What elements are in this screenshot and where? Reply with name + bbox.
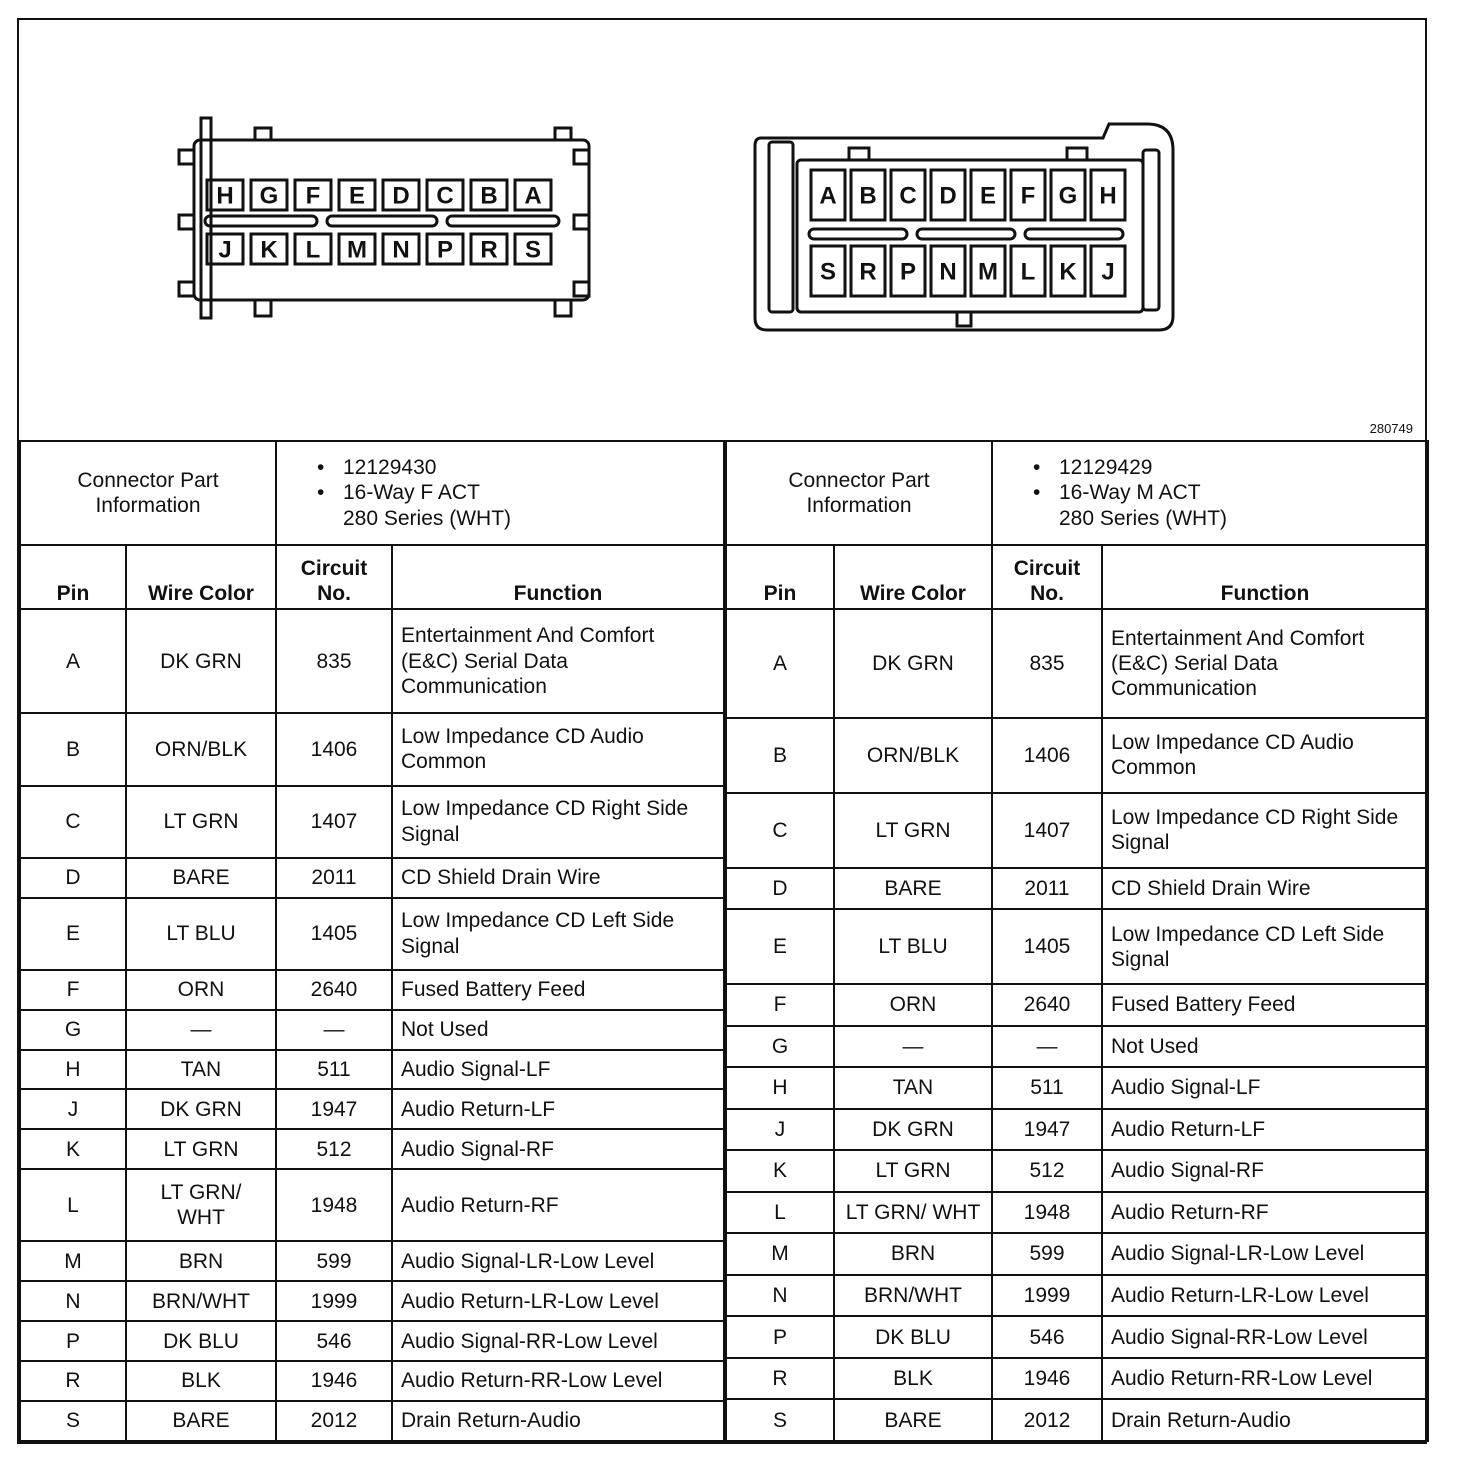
pin-row xyxy=(20,970,724,1010)
pin-cell: S xyxy=(20,1401,126,1441)
wire-color-cell: DK GRN xyxy=(126,609,276,713)
pin-cell: D xyxy=(20,858,126,898)
wire-color-cell: DK GRN xyxy=(834,1109,992,1151)
wire-color-cell: LT GRN/ WHT xyxy=(126,1169,276,1241)
wire-color-cell: ORN xyxy=(834,984,992,1026)
wire-color-cell: LT BLU xyxy=(834,909,992,984)
pin-row xyxy=(726,793,1428,868)
right-pinout-table xyxy=(725,440,1429,1442)
connector-type: • 16-Way M ACT xyxy=(1033,480,1419,505)
wire-color-cell: ORN/BLK xyxy=(834,718,992,793)
function-cell: Audio Return-LR-Low Level xyxy=(392,1281,724,1321)
pin-row xyxy=(20,1361,724,1401)
pin-row xyxy=(20,1129,724,1169)
wire-color-cell: BRN/WHT xyxy=(834,1275,992,1317)
pin-label: N xyxy=(939,258,957,286)
function-cell: Audio Signal-RF xyxy=(392,1129,724,1169)
pin-row xyxy=(726,1275,1428,1317)
connector-type: • 16-Way F ACT xyxy=(317,480,715,505)
circuit-no-cell: 1947 xyxy=(276,1089,392,1129)
pin-cell: L xyxy=(726,1192,834,1234)
connector-info-row xyxy=(726,441,1428,545)
circuit-no-cell: 2640 xyxy=(276,970,392,1010)
connector-figure xyxy=(19,20,1425,440)
pin-row xyxy=(20,1281,724,1321)
column-header-row xyxy=(20,545,724,609)
function-cell: Audio Return-RF xyxy=(392,1169,724,1241)
pin-cell: F xyxy=(20,970,126,1010)
pin-label: K xyxy=(1059,258,1077,286)
function-cell: Audio Signal-LF xyxy=(1102,1067,1428,1109)
pin-label: H xyxy=(216,182,234,210)
function-cell: Audio Signal-RR-Low Level xyxy=(1102,1316,1428,1358)
pin-cell: K xyxy=(20,1129,126,1169)
wire-color-cell: BARE xyxy=(834,868,992,910)
pin-label: J xyxy=(1101,258,1115,286)
pin-header: Pin xyxy=(20,545,126,609)
pin-row xyxy=(726,1150,1428,1192)
pin-cell: R xyxy=(726,1358,834,1400)
pin-label: P xyxy=(436,236,454,264)
circuit-no-cell: 599 xyxy=(992,1233,1102,1275)
connector-info-label: Connector Part Information xyxy=(726,441,992,545)
function-cell: Low Impedance CD Right Side Signal xyxy=(1102,793,1428,868)
wire-color-cell: LT GRN xyxy=(834,793,992,868)
function-cell: Low Impedance CD Audio Common xyxy=(1102,718,1428,793)
pin-row xyxy=(726,909,1428,984)
pin-row xyxy=(20,1169,724,1241)
pin-cell: E xyxy=(20,898,126,970)
wire-color-cell: LT GRN xyxy=(126,1129,276,1169)
column-header-row xyxy=(726,545,1428,609)
pin-cell: P xyxy=(726,1316,834,1358)
pin-label: S xyxy=(524,236,542,264)
wire-color-cell: DK BLU xyxy=(834,1316,992,1358)
pin-label: A xyxy=(524,182,542,210)
circuit-no-cell: 1406 xyxy=(992,718,1102,793)
function-cell: Entertainment And Comfort (E&C) Serial Data Communication xyxy=(1102,609,1428,718)
pin-row xyxy=(726,868,1428,910)
function-cell: Audio Return-RR-Low Level xyxy=(392,1361,724,1401)
pin-row xyxy=(20,609,724,713)
function-cell: Audio Signal-RF xyxy=(1102,1150,1428,1192)
pin-label: A xyxy=(819,182,837,210)
circuit-no-cell: — xyxy=(276,1010,392,1050)
pin-label: R xyxy=(859,258,877,286)
function-cell: Low Impedance CD Right Side Signal xyxy=(392,786,724,858)
pin-row xyxy=(726,1109,1428,1151)
pin-cell: N xyxy=(726,1275,834,1317)
function-cell: Audio Signal-LF xyxy=(392,1050,724,1090)
function-cell: Audio Signal-RR-Low Level xyxy=(392,1321,724,1361)
wire-color-cell: BARE xyxy=(834,1399,992,1441)
pin-cell: H xyxy=(726,1067,834,1109)
pin-row xyxy=(20,1241,724,1281)
wire-color-cell: TAN xyxy=(126,1050,276,1090)
circuit-no-cell: 1406 xyxy=(276,713,392,785)
connector-series: 280 Series (WHT) xyxy=(343,506,512,530)
circuit-no-cell: 2012 xyxy=(276,1401,392,1441)
pin-cell: G xyxy=(20,1010,126,1050)
circuit-no-header: Circuit No. xyxy=(992,545,1102,609)
circuit-no-cell: 835 xyxy=(992,609,1102,718)
pin-row xyxy=(726,1233,1428,1275)
circuit-no-cell: 1947 xyxy=(992,1109,1102,1151)
circuit-no-cell: 1946 xyxy=(992,1358,1102,1400)
circuit-no-cell: 1407 xyxy=(276,786,392,858)
circuit-no-cell: 1946 xyxy=(276,1361,392,1401)
wire-color-cell: DK GRN xyxy=(126,1089,276,1129)
left-connector-drawing xyxy=(179,118,589,318)
pin-cell: C xyxy=(20,786,126,858)
circuit-no-cell: 2012 xyxy=(992,1399,1102,1441)
wire-color-cell: BLK xyxy=(126,1361,276,1401)
function-cell: Drain Return-Audio xyxy=(392,1401,724,1441)
pin-label: F xyxy=(1020,182,1036,210)
pin-row xyxy=(20,1050,724,1090)
pin-label: L xyxy=(1020,258,1036,286)
pin-row xyxy=(20,1010,724,1050)
function-cell: Audio Return-LF xyxy=(392,1089,724,1129)
pin-cell: B xyxy=(20,713,126,785)
connector-info-row xyxy=(20,441,724,545)
pin-label: K xyxy=(260,236,278,264)
pin-label: M xyxy=(978,258,998,286)
function-header: Function xyxy=(392,545,724,609)
part-number: • 12129429 xyxy=(1033,455,1419,480)
pin-label: N xyxy=(392,236,410,264)
pin-row xyxy=(20,858,724,898)
pin-label: M xyxy=(347,236,367,264)
circuit-no-cell: 599 xyxy=(276,1241,392,1281)
pinout-tables xyxy=(19,440,1425,1442)
circuit-no-cell: 1999 xyxy=(992,1275,1102,1317)
connector-series: 280 Series (WHT) xyxy=(1059,506,1228,530)
pin-cell: G xyxy=(726,1026,834,1068)
pin-row xyxy=(20,1321,724,1361)
wire-color-cell: DK GRN xyxy=(834,609,992,718)
pin-row xyxy=(726,1192,1428,1234)
wire-color-header: Wire Color xyxy=(126,545,276,609)
circuit-no-cell: 1405 xyxy=(992,909,1102,984)
circuit-no-cell: 1405 xyxy=(276,898,392,970)
pin-label: D xyxy=(939,182,957,210)
pin-label: E xyxy=(348,182,366,210)
wire-color-cell: DK BLU xyxy=(126,1321,276,1361)
circuit-no-cell: 2011 xyxy=(276,858,392,898)
pin-row xyxy=(726,1358,1428,1400)
pin-row xyxy=(20,1089,724,1129)
pin-label: G xyxy=(259,182,279,210)
connector-info-values xyxy=(276,441,724,545)
pin-label: S xyxy=(819,258,837,286)
circuit-no-cell: 1407 xyxy=(992,793,1102,868)
circuit-no-cell: 2640 xyxy=(992,984,1102,1026)
pin-cell: J xyxy=(20,1089,126,1129)
function-cell: Not Used xyxy=(392,1010,724,1050)
pin-row xyxy=(726,1026,1428,1068)
pin-row xyxy=(726,1399,1428,1441)
pin-label: E xyxy=(979,182,997,210)
wire-color-cell: BLK xyxy=(834,1358,992,1400)
pin-cell: D xyxy=(726,868,834,910)
function-cell: Audio Return-RR-Low Level xyxy=(1102,1358,1428,1400)
function-cell: Audio Signal-LR-Low Level xyxy=(1102,1233,1428,1275)
pin-label: C xyxy=(899,182,917,210)
function-cell: Audio Return-LF xyxy=(1102,1109,1428,1151)
connector-info-values xyxy=(992,441,1428,545)
pin-label: F xyxy=(305,182,321,210)
pin-cell: M xyxy=(20,1241,126,1281)
pin-cell: A xyxy=(726,609,834,718)
wire-color-header: Wire Color xyxy=(834,545,992,609)
function-cell: Audio Return-RF xyxy=(1102,1192,1428,1234)
pin-row xyxy=(726,1067,1428,1109)
wire-color-cell: TAN xyxy=(834,1067,992,1109)
pin-cell: K xyxy=(726,1150,834,1192)
wire-color-cell: BARE xyxy=(126,858,276,898)
part-number: • 12129430 xyxy=(317,455,715,480)
connector-info-label: Connector Part Information xyxy=(20,441,276,545)
pin-row xyxy=(20,1401,724,1441)
circuit-no-cell: 546 xyxy=(992,1316,1102,1358)
function-cell: Audio Return-LR-Low Level xyxy=(1102,1275,1428,1317)
pin-label: J xyxy=(218,236,232,264)
function-header: Function xyxy=(1102,545,1428,609)
wire-color-cell: LT GRN xyxy=(834,1150,992,1192)
pin-cell: E xyxy=(726,909,834,984)
pin-cell: S xyxy=(726,1399,834,1441)
circuit-no-cell: 1999 xyxy=(276,1281,392,1321)
pin-row xyxy=(726,984,1428,1026)
pin-label: H xyxy=(1099,182,1117,210)
pin-cell: C xyxy=(726,793,834,868)
function-cell: Fused Battery Feed xyxy=(1102,984,1428,1026)
wire-color-cell: ORN/BLK xyxy=(126,713,276,785)
pin-row xyxy=(726,718,1428,793)
circuit-no-cell: 835 xyxy=(276,609,392,713)
circuit-no-cell: 512 xyxy=(992,1150,1102,1192)
pin-label: G xyxy=(1058,182,1078,210)
pin-cell: L xyxy=(20,1169,126,1241)
circuit-no-cell: — xyxy=(992,1026,1102,1068)
function-cell: CD Shield Drain Wire xyxy=(1102,868,1428,910)
pin-row xyxy=(726,609,1428,718)
connector-diagram xyxy=(19,20,1425,440)
pin-label: L xyxy=(305,236,321,264)
pin-cell: N xyxy=(20,1281,126,1321)
function-cell: Entertainment And Comfort (E&C) Serial Data Communication xyxy=(392,609,724,713)
pin-label: R xyxy=(480,236,498,264)
pin-cell: H xyxy=(20,1050,126,1090)
right-connector-drawing xyxy=(755,124,1173,330)
function-cell: CD Shield Drain Wire xyxy=(392,858,724,898)
wire-color-cell: BRN/WHT xyxy=(126,1281,276,1321)
function-cell: Fused Battery Feed xyxy=(392,970,724,1010)
function-cell: Low Impedance CD Left Side Signal xyxy=(1102,909,1428,984)
wire-color-cell: ORN xyxy=(126,970,276,1010)
circuit-no-cell: 512 xyxy=(276,1129,392,1169)
pin-cell: A xyxy=(20,609,126,713)
circuit-no-cell: 546 xyxy=(276,1321,392,1361)
pin-cell: F xyxy=(726,984,834,1026)
function-cell: Drain Return-Audio xyxy=(1102,1399,1428,1441)
pin-row xyxy=(20,786,724,858)
pin-cell: M xyxy=(726,1233,834,1275)
circuit-no-header: Circuit No. xyxy=(276,545,392,609)
wire-color-cell: — xyxy=(126,1010,276,1050)
pin-cell: P xyxy=(20,1321,126,1361)
function-cell: Not Used xyxy=(1102,1026,1428,1068)
document-frame xyxy=(17,18,1427,1444)
wire-color-cell: BRN xyxy=(834,1233,992,1275)
pin-cell: B xyxy=(726,718,834,793)
pin-label: D xyxy=(392,182,410,210)
function-cell: Audio Signal-LR-Low Level xyxy=(392,1241,724,1281)
wire-color-cell: LT BLU xyxy=(126,898,276,970)
wire-color-cell: BRN xyxy=(126,1241,276,1281)
pin-label: B xyxy=(859,182,877,210)
wire-color-cell: LT GRN xyxy=(126,786,276,858)
left-pinout-table xyxy=(19,440,725,1442)
pin-row xyxy=(726,1316,1428,1358)
wire-color-cell: — xyxy=(834,1026,992,1068)
circuit-no-cell: 511 xyxy=(992,1067,1102,1109)
circuit-no-cell: 511 xyxy=(276,1050,392,1090)
pin-row xyxy=(20,898,724,970)
circuit-no-cell: 2011 xyxy=(992,868,1102,910)
wire-color-cell: BARE xyxy=(126,1401,276,1441)
pin-label: B xyxy=(480,182,498,210)
pin-header: Pin xyxy=(726,545,834,609)
function-cell: Low Impedance CD Audio Common xyxy=(392,713,724,785)
pin-cell: J xyxy=(726,1109,834,1151)
circuit-no-cell: 1948 xyxy=(276,1169,392,1241)
circuit-no-cell: 1948 xyxy=(992,1192,1102,1234)
pin-label: P xyxy=(899,258,917,286)
wire-color-cell: LT GRN/ WHT xyxy=(834,1192,992,1234)
function-cell: Low Impedance CD Left Side Signal xyxy=(392,898,724,970)
pin-row xyxy=(20,713,724,785)
figure-id: 280749 xyxy=(1369,421,1413,436)
pin-label: C xyxy=(436,182,454,210)
pin-cell: R xyxy=(20,1361,126,1401)
